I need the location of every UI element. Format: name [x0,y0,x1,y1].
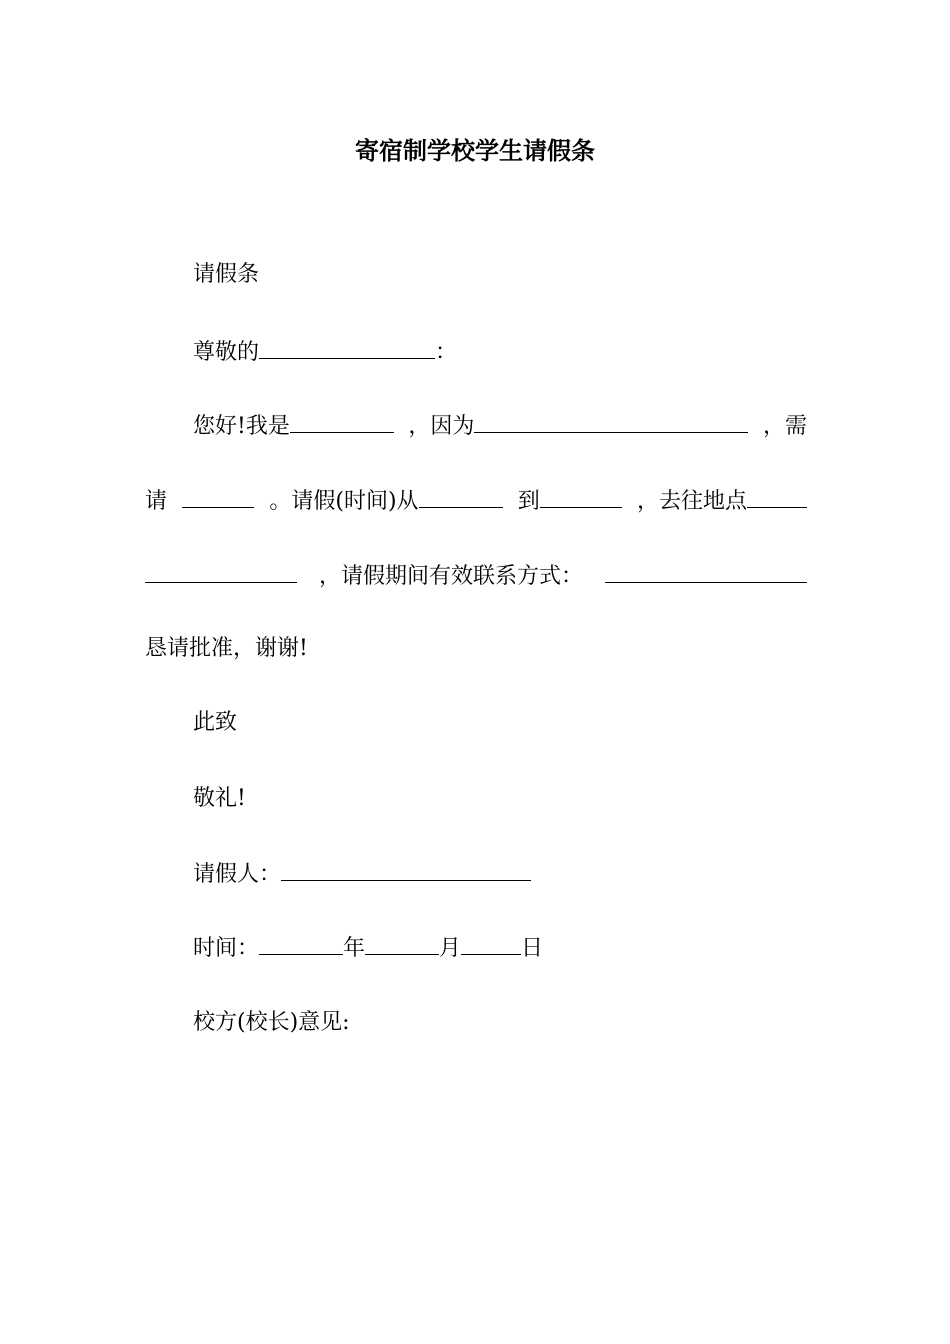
salutation-prefix: 尊敬的 [193,340,260,365]
destination-text: ，去往地点 [636,489,747,514]
request-blank[interactable] [182,485,254,508]
closing-text: 恳请批准，谢谢! [145,636,308,661]
contact-blank[interactable] [605,560,807,583]
month-blank[interactable] [365,932,439,955]
applicant-line [193,858,531,890]
reason-blank[interactable] [474,410,748,433]
recipient-blank[interactable] [259,336,435,359]
to-text: 到 [517,489,540,514]
body-line-1 [193,410,807,442]
salutation-line [193,336,457,368]
year-text: 年 [343,936,366,961]
body-line-2 [145,485,807,517]
request-text: 请 [145,489,168,514]
contact-text: ，请假期间有效联系方式： [318,564,583,589]
salutation-suffix: ： [435,340,458,365]
valediction-line-2: 敬礼! [193,786,246,811]
school-opinion-label: 校方(校长)意见: [193,1010,350,1035]
greeting-text: 您好!我是 [193,414,290,439]
valediction-line-1: 此致 [193,710,238,735]
period-text: 。请假(时间)从 [269,489,419,514]
because-text: ，因为 [408,414,475,439]
year-blank[interactable] [259,932,343,955]
applicant-label: 请假人： [193,862,282,887]
destination-blank-end[interactable] [145,560,297,583]
need-text: ，需 [762,414,807,439]
destination-blank-start[interactable] [747,485,807,508]
date-label: 时间： [193,936,260,961]
month-text: 月 [439,936,462,961]
body-line-3 [145,560,807,592]
heading: 请假条 [193,262,260,287]
applicant-blank[interactable] [281,858,531,881]
date-line [193,932,543,964]
day-blank[interactable] [461,932,521,955]
end-time-blank[interactable] [540,485,622,508]
document-title: 寄宿制学校学生请假条 [355,137,595,165]
day-text: 日 [521,936,544,961]
student-name-blank[interactable] [290,410,394,433]
start-time-blank[interactable] [419,485,503,508]
